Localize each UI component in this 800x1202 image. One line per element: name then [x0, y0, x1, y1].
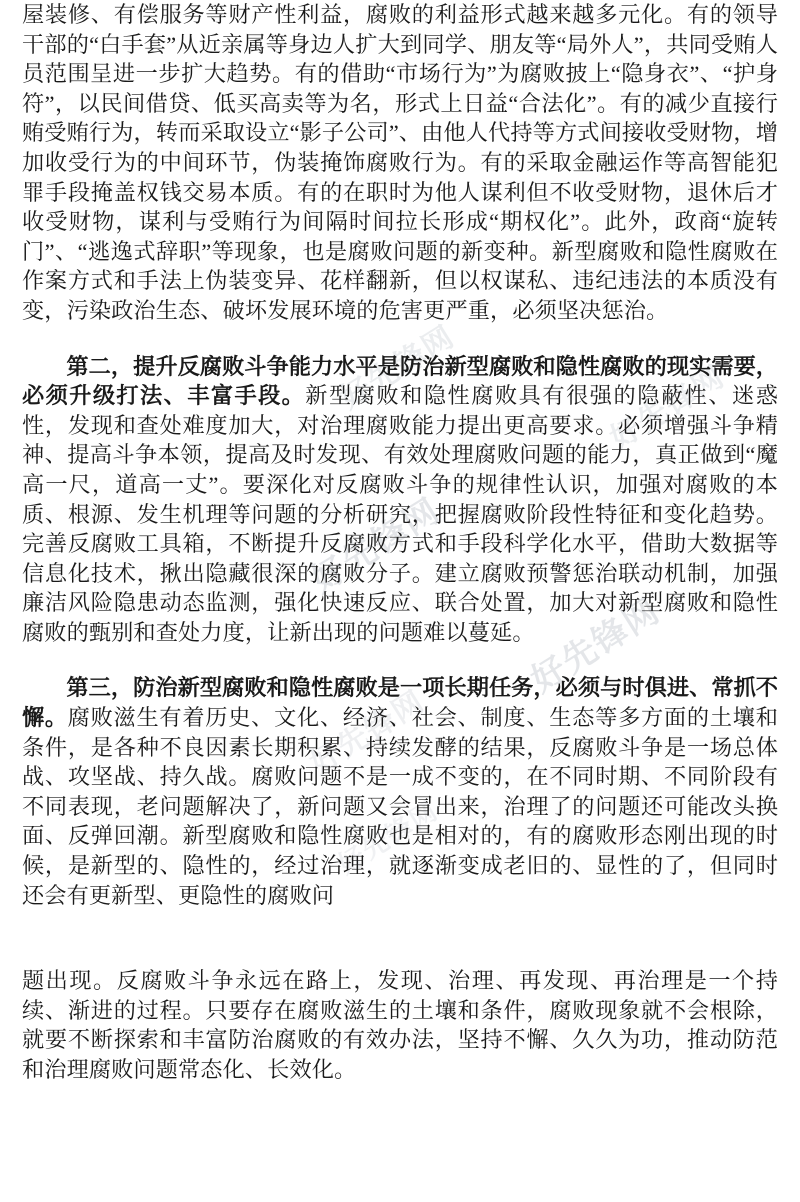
watermark-text: 好先锋网	[524, 591, 668, 700]
paragraph-second	[22, 352, 778, 648]
paragraph-continuation: 屋装修、有偿服务等财产性利益，腐败的利益形式越来越多元化。有的领导干部的“白手套”从近亲属等身边人扩大到同学、朋友等“局外人”，共同受贿人员范围呈进一步扩大趋势。有的借助“市场行为”为腐败披上“隐身衣”、“护身符”，以民间借贷、低买高卖等为名，形式上日益“合法化”。有的减少直接行贿受贿行为，转而采取设立“影子公司”、由他人代持等方式间接收受财物，增加收受行为的中间环节，伪装掩饰腐败行为。有的采取金融运作等高智能犯罪手段掩盖权钱交易本质。有的在职时为他人谋利但不收受财物，退休后才收受财物，谋利与受贿行为间隔时间拉长形成“期权化”。此外，政商“旋转门”、“逃逸式辞职”等现象，也是腐败问题的新变种。新型腐败和隐性腐败在作案方式和手法上伪装变异、花样翻新，但以权谋私、违纪违法的本质没有变，污染政治生态、破坏发展环境的危害更严重，必须坚决惩治。	[22, 2, 778, 323]
paragraph-third-lead: 第三，防治新型腐败和隐性腐败是一项长期任务，必须与时俱进、常抓不懈。	[22, 675, 778, 731]
page-break-spacer	[22, 910, 778, 966]
watermark-text: 好先锋网	[304, 684, 431, 781]
document-body	[22, 0, 778, 1202]
paragraph-spacer	[22, 326, 778, 352]
paragraph-second-body: 新型腐败和隐性腐败具有很强的隐蔽性、迷惑性，发现和查处难度加大，对治理腐败能力提出更高要求。必须增强斗争精神、提高斗争本领，提高及时发现、有效处理腐败问题的能力，真正做到“魔高一尺，道高一丈”。要深化对反腐败斗争的规律性认识，加强对腐败的本质、根源、发生机理等问题的分析研究，把握腐败阶段性特征和变化趋势。完善反腐败工具箱，不断提升反腐败方式和手段科学化水平，借助大数据等信息化技术，揪出隐藏很深的腐败分子。建立腐败预警惩治联动机制，加强廉洁风险隐患动态监测，强化快速反应、联合处置，加大对新型腐败和隐性腐败的甄别和查处力度，让新出现的问题难以蔓延。	[22, 383, 779, 645]
paragraph-second-lead: 第二，提升反腐败斗争能力水平是防治新型腐败和隐性腐败的现实需要，必须升级打法、丰富手段。	[22, 353, 778, 409]
paragraph-spacer	[22, 647, 778, 673]
watermark-text: 好先锋网	[332, 794, 444, 880]
paragraph-third-body: 腐败滋生有着历史、文化、经济、社会、制度、生态等多方面的土壤和条件，是各种不良因素长期积累、持续发酵的结果，反腐败斗争是一场总体战、攻坚战、持久战。腐败问题不是一成不变的，在不同时期、不同阶段有不同表现，老问题解决了，新问题又会冒出来，治理了的问题还可能改头换面、反弹回潮。新型腐败和隐性腐败也是相对的，有的腐败形态刚出现的时候，是新型的、隐性的，经过治理，就逐渐变成老旧的、显性的了，但同时还会有更新型、更隐性的腐败问	[22, 705, 778, 908]
paragraph-third-continuation: 题出现。反腐败斗争永远在路上，发现、治理、再发现、再治理是一个持续、渐进的过程。只要存在腐败滋生的土壤和条件，腐败现象就不会根除，就要不断探索和丰富防治腐败的有效办法，坚持不懈、久久为功，推动防范和治理腐败问题常态化、长效化。	[22, 968, 778, 1082]
watermark-text: 好先锋网	[304, 491, 448, 600]
watermark-text: 好先锋网	[334, 319, 461, 416]
watermark-text: 好先锋网	[604, 359, 731, 456]
paragraph-third	[22, 673, 778, 910]
bottom-whitespace	[22, 1085, 778, 1202]
